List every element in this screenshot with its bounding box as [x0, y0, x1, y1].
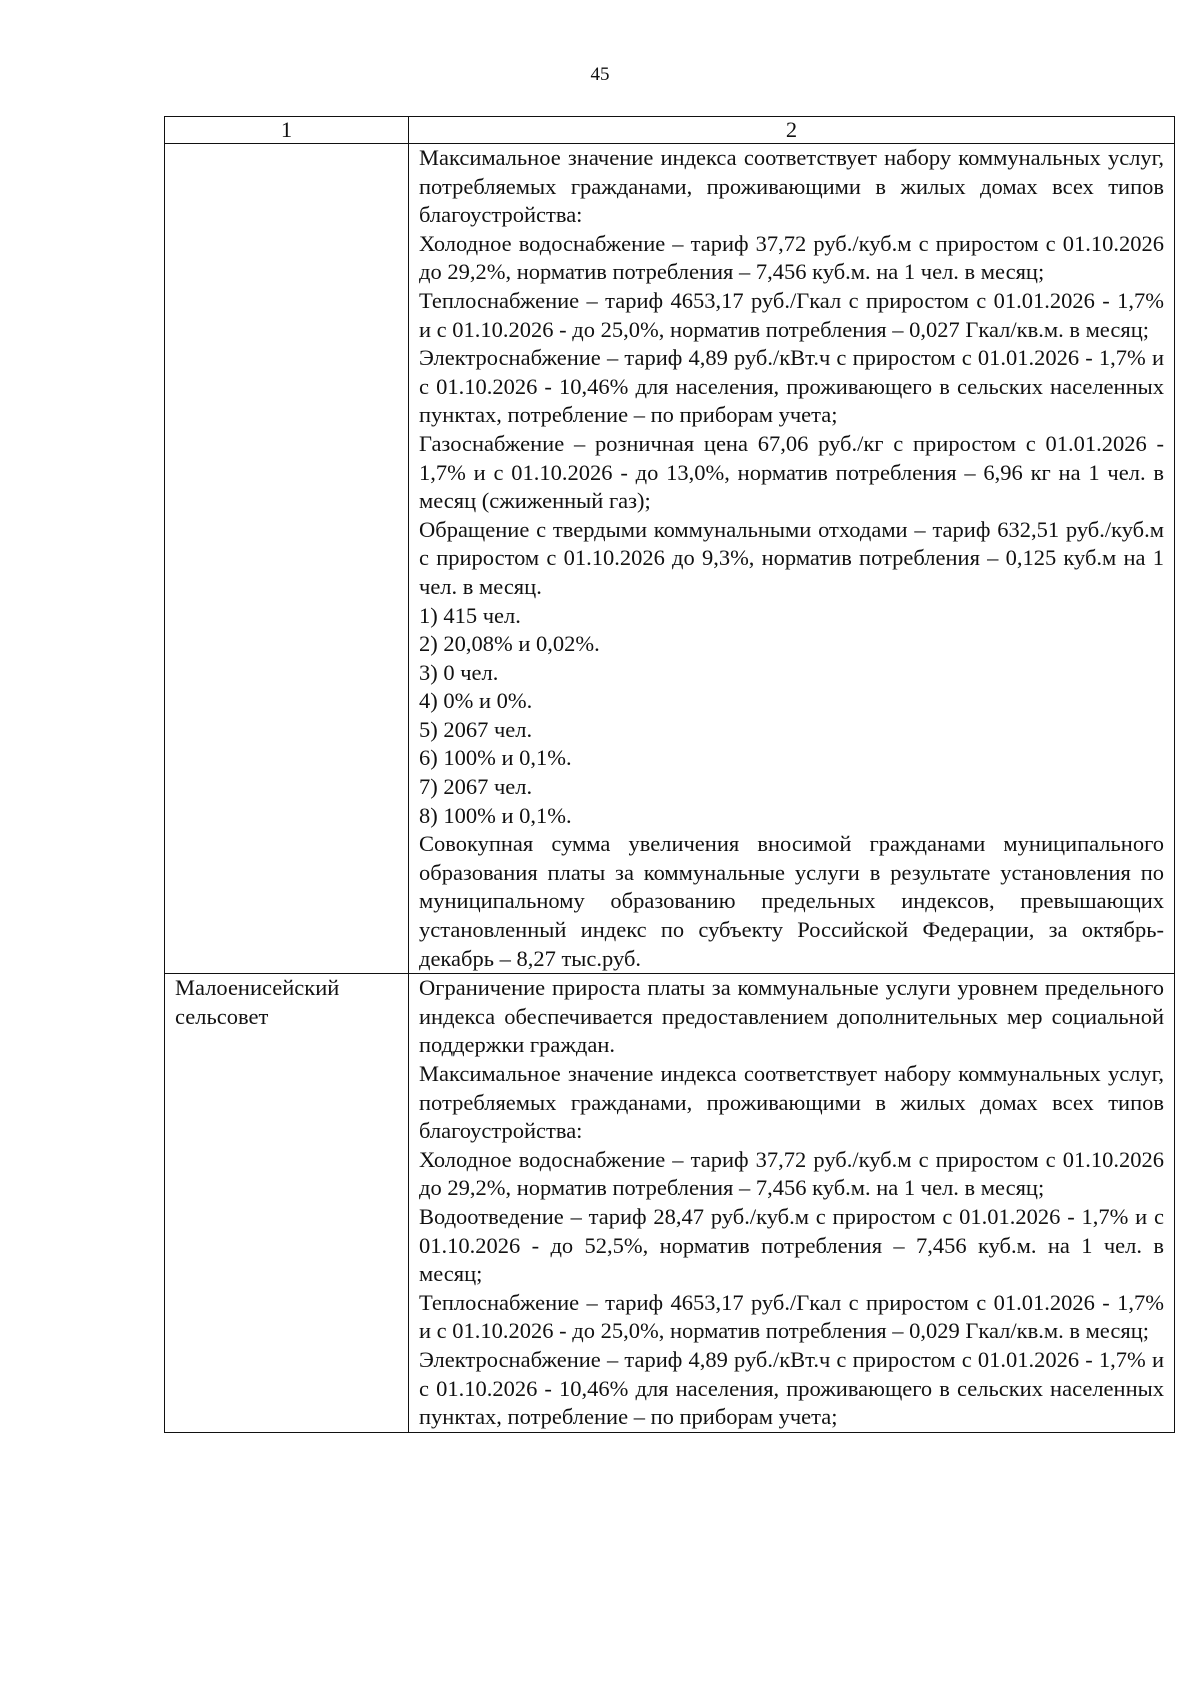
paragraph: Водоотведение – тариф 28,47 руб./куб.м с приростом с 01.01.2026 - 1,7% и с 01.10.2026 - до 52,5%, норматив потребления – 7,456 куб.м. на 1 чел. в месяц; — [419, 1203, 1164, 1287]
paragraph: Холодное водоснабжение – тариф 37,72 руб./куб.м с приростом с 01.10.2026 до 29,2%, норматив потребления – 7,456 куб.м. на 1 чел. в месяц; — [419, 1146, 1164, 1201]
table-row — [165, 144, 1175, 974]
description-cell — [409, 144, 1175, 974]
description-cell — [409, 974, 1175, 1433]
paragraph: Максимальное значение индекса соответствует набору коммунальных услуг, потребляемых гражданами, проживающими в жилых домах всех типов благоустройства: — [419, 145, 1164, 228]
table-row — [165, 974, 1175, 1433]
list-item: 3) 0 чел. — [419, 659, 499, 685]
municipality-name-line: Малоенисейский — [175, 975, 340, 1001]
paragraph: Газоснабжение – розничная цена 67,06 руб./кг с приростом с 01.01.2026 - 1,7% и с 01.10.2026 - до 13,0%, норматив потребления – 6,96 кг на 1 чел. в месяц (сжиженный газ); — [419, 430, 1164, 514]
list-item: 2) 20,08% и 0,02%. — [419, 631, 600, 657]
paragraph: Теплоснабжение – тариф 4653,17 руб./Гкал с приростом с 01.01.2026 - 1,7% и с 01.10.2026 - до 25,0%, норматив потребления – 0,027 Гкал/кв.м. в месяц; — [419, 287, 1164, 342]
column-header-1: 1 — [165, 117, 409, 144]
paragraph: Электроснабжение – тариф 4,89 руб./кВт.ч с приростом с 01.01.2026 - 1,7% и с 01.10.2026 - 10,46% для населения, проживающего в сельских населенных пунктах, потребление – по приборам учета; — [419, 1346, 1164, 1430]
list-item: 7) 2067 чел. — [419, 774, 533, 800]
list-item: 4) 0% и 0%. — [419, 688, 533, 714]
paragraph: Максимальное значение индекса соответствует набору коммунальных услуг, потребляемых гражданами, проживающими в жилых домах всех типов благоустройства: — [419, 1061, 1164, 1144]
municipality-cell — [165, 974, 409, 1433]
list-item: 8) 100% и 0,1%. — [419, 802, 572, 828]
list-item: 1) 415 чел. — [419, 602, 521, 628]
paragraph: Холодное водоснабжение – тариф 37,72 руб./куб.м с приростом с 01.10.2026 до 29,2%, норматив потребления – 7,456 куб.м. на 1 чел. в месяц; — [419, 230, 1164, 285]
paragraph: Теплоснабжение – тариф 4653,17 руб./Гкал с приростом с 01.01.2026 - 1,7% и с 01.10.2026 - до 25,0%, норматив потребления – 0,029 Гкал/кв.м. в месяц; — [419, 1289, 1164, 1344]
content-table — [164, 116, 1175, 1433]
municipality-name-line: сельсовет — [175, 1003, 269, 1029]
table-header-row — [165, 117, 1175, 144]
paragraph: Электроснабжение – тариф 4,89 руб./кВт.ч с приростом с 01.01.2026 - 1,7% и с 01.10.2026 - 10,46% для населения, проживающего в сельских населенных пунктах, потребление – по приборам учета; — [419, 345, 1164, 428]
page-number: 45 — [590, 64, 610, 85]
list-item: 5) 2067 чел. — [419, 716, 533, 742]
paragraph: Обращение с твердыми коммунальными отходами – тариф 632,51 руб./куб.м с приростом с 01.10.2026 до 9,3%, норматив потребления – 0,125 куб.м на 1 чел. в месяц. — [419, 516, 1164, 599]
municipality-cell — [165, 144, 409, 974]
paragraph: Совокупная сумма увеличения вносимой гражданами муниципального образования платы за коммунальные услуги в результате установления по муниципальному образованию предельных индексов, превышающих установленный индекс по субъекту Российской Федерации, за октябрь-декабрь – 8,27 тыс.руб. — [419, 831, 1164, 971]
list-item: 6) 100% и 0,1%. — [419, 745, 572, 771]
column-header-2: 2 — [409, 117, 1175, 144]
paragraph: Ограничение прироста платы за коммунальные услуги уровнем предельного индекса обеспечивается предоставлением дополнительных мер социальной поддержки граждан. — [419, 975, 1164, 1058]
